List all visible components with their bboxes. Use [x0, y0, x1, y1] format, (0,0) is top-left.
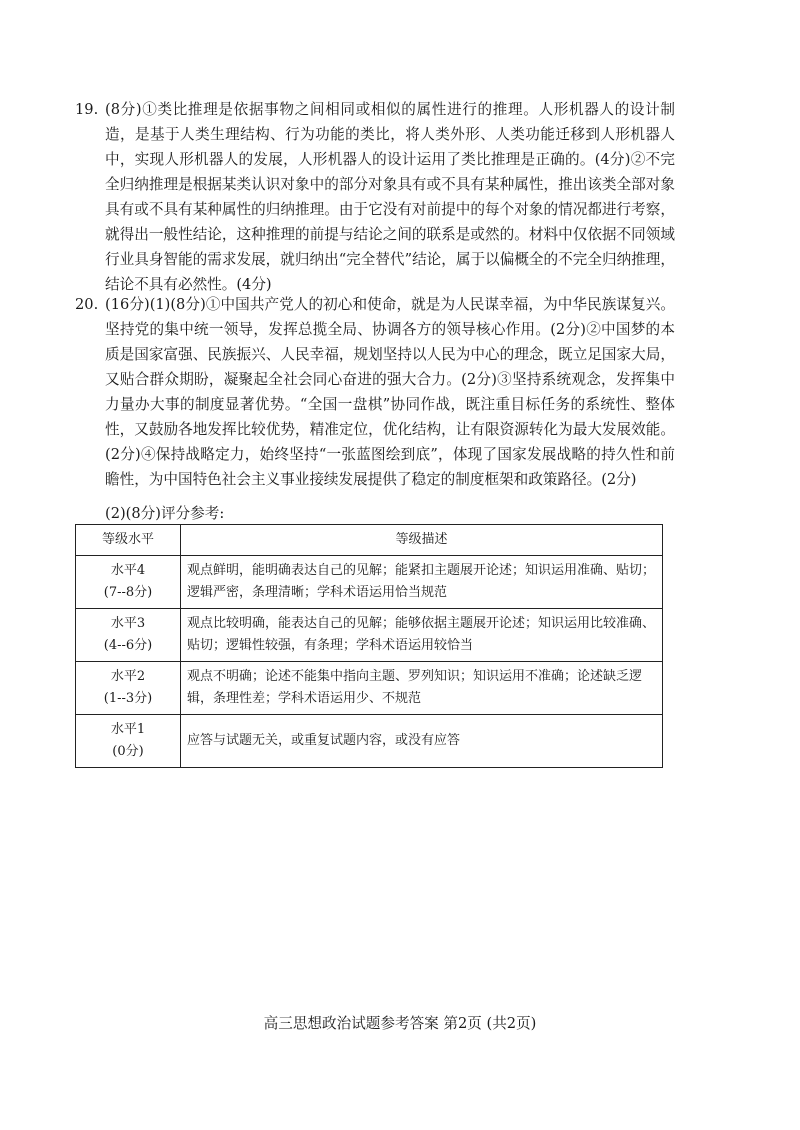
table-header-row: [76, 525, 663, 556]
level-description: 观点不明确；论述不能集中指向主题、罗列知识；知识运用不准确；论述缺乏逻辑，条理性差；学科术语运用少、不规范: [181, 662, 663, 715]
table-row: [76, 662, 663, 715]
level-description: 观点鲜明，能明确表达自己的见解；能紧扣主题展开论述；知识运用准确、贴切；逻辑严密，条理清晰；学科术语运用恰当规范: [181, 556, 663, 609]
level-cell: [76, 715, 181, 768]
scoring-reference-label: (2)(8分)评分参考:: [105, 505, 225, 522]
table-row: [76, 556, 663, 609]
level-score: (1--3分): [103, 691, 153, 706]
level-name: 水平3: [110, 616, 146, 631]
level-cell: [76, 662, 181, 715]
table-row: [76, 609, 663, 662]
question-20: [75, 292, 675, 492]
level-name: 水平4: [110, 563, 146, 578]
level-score: (0分): [112, 744, 144, 759]
level-score: (4--6分): [103, 638, 153, 653]
table-row: [76, 715, 663, 768]
level-description: 观点比较明确，能表达自己的见解；能够依据主题展开论述；知识运用比较准确、贴切；逻辑性较强，有条理；学科术语运用较恰当: [181, 609, 663, 662]
question-20-number: 20.: [75, 296, 99, 313]
question-19-number: 19.: [75, 101, 99, 118]
level-cell: [76, 556, 181, 609]
header-level: 等级水平: [76, 525, 181, 556]
question-19-answer: (8分)①类比推理是依据事物之间相同或相似的属性进行的推理。人形机器人的设计制造，是基于人类生理结构、行为功能的类比，将人类外形、人类功能迁移到人形机器人中，实现人形机器人的发展，人形机器人的设计运用了类比推理是正确的。(4分)②不完全归纳推理是根据某类认识对象中的部分对象具有或不具有某种属性，推出该类全部对象具有或不具有某种属性的归纳推理。由于它没有对前提中的每个对象的情况都进行考察，就得出一般性结论，这种推理的前提与结论之间的联系是或然的。材料中仅依据不同领域行业具身智能的需求发展，就归纳出“完全替代”结论，属于以偏概全的不完全归纳推理，结论不具有必然性。(4分): [105, 101, 675, 293]
question-20-answer: (16分)(1)(8分)①中国共产党人的初心和使命，就是为人民谋幸福，为中华民族谋复兴。坚持党的集中统一领导，发挥总揽全局、协调各方的领导核心作用。(2分)②中国梦的本质是国家富强、民族振兴、人民幸福，规划坚持以人民为中心的理念，既立足国家大局，又贴合群众期盼，凝聚起全社会同心奋进的强大合力。(2分)③坚持系统观念，发挥集中力量办大事的制度显著优势。“全国一盘棋”协同作战，既注重目标任务的系统性、整体性，又鼓励各地发挥比较优势，精准定位，优化结构，让有限资源转化为最大发展效能。(2分)④保持战略定力，始终坚持“一张蓝图绘到底”，体现了国家发展战略的持久性和前瞻性，为中国特色社会主义事业接续发展提供了稳定的制度框架和政策路径。(2分): [105, 296, 675, 488]
question-19: [75, 97, 675, 297]
grading-table: [75, 524, 663, 768]
level-description: 应答与试题无关，或重复试题内容，或没有应答: [181, 715, 663, 768]
level-name: 水平1: [110, 722, 146, 737]
header-description: 等级描述: [181, 525, 663, 556]
level-name: 水平2: [110, 669, 146, 684]
page-footer: 高三思想政治试题参考答案 第2页 (共2页): [263, 1015, 537, 1032]
level-score: (7--8分): [103, 585, 153, 600]
level-cell: [76, 609, 181, 662]
